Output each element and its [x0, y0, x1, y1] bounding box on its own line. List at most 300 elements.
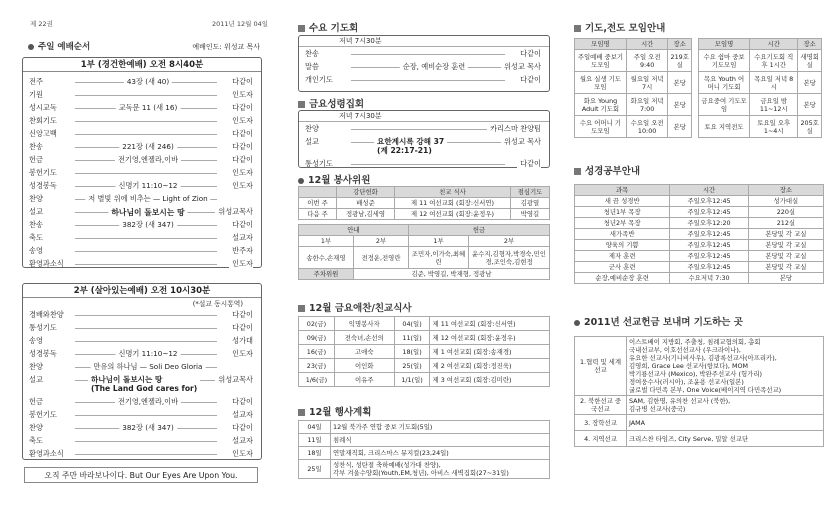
- lunch-row: [299, 359, 550, 373]
- event-row: [299, 447, 550, 460]
- meetings-column: [290, 0, 558, 507]
- lunch-cell: 제 2 여선교회 (회장:정진욱): [430, 359, 550, 373]
- event-date: 04일: [299, 421, 331, 434]
- order-person: 다같이: [229, 77, 253, 87]
- order-row: [23, 75, 261, 88]
- order-row: [23, 101, 261, 114]
- table-header-cell: 시간: [626, 39, 668, 50]
- prayer-cell: 수요 어머니 기도모임: [575, 116, 627, 138]
- table-header-cell: 장소: [668, 39, 692, 50]
- order-item: 기원: [29, 90, 43, 99]
- order-item: 환영과소식: [29, 449, 64, 458]
- mission-category: 4. 지역선교: [575, 431, 627, 447]
- leader-line: [75, 134, 217, 135]
- order-person: 인도자: [229, 168, 253, 178]
- square-bullet-icon: [298, 101, 305, 108]
- leader-line: [351, 129, 505, 130]
- order-detail: 신명기 11:10~12: [116, 349, 181, 359]
- study-row: [575, 196, 824, 207]
- lunch-cell: 전숙녀,손선의: [334, 331, 394, 345]
- prayer-cell: 주일예배 중보기도모임: [575, 50, 627, 72]
- wed-time: 저녁 7시30분: [299, 36, 549, 47]
- order-item: 성경봉독: [29, 349, 57, 358]
- lunch-cell: 11(일): [394, 331, 430, 345]
- study-row: [575, 218, 824, 229]
- mission-line: 국내선교부, 이호선선교사 (우크라이나),: [629, 346, 741, 354]
- order-row: [23, 244, 261, 257]
- leader-line: [75, 441, 217, 442]
- events-table: [298, 420, 550, 479]
- study-cell: 212실: [748, 218, 823, 229]
- order-detail-line: (The Land God cares for): [91, 384, 198, 393]
- mission-line: 정여웅수사(러시아), 조윤용 선교사(일본): [629, 378, 744, 386]
- order-item: 설교: [305, 137, 319, 146]
- first-service-title: 1부 (경건한예배) 오전 8시40분: [23, 58, 261, 72]
- lunch-row: [299, 331, 550, 345]
- order-item: 찬송: [29, 220, 43, 229]
- lunch-cell: 제 3 여선교회 (회장:김미란): [430, 373, 550, 387]
- order-item: 성경봉독: [29, 181, 57, 190]
- lunch-cell: 18(일): [394, 345, 430, 359]
- order-item: 통성기도: [29, 323, 57, 332]
- square-bullet-icon: [574, 168, 581, 175]
- lunch-table: [298, 316, 550, 387]
- order-item: 개인기도: [305, 75, 333, 84]
- second-service-list: [23, 308, 261, 460]
- mission-row: [575, 431, 824, 447]
- mission-list: [627, 396, 824, 415]
- first-service-list: [23, 72, 261, 270]
- lunch-cell: 이유주: [334, 373, 394, 387]
- service-table-2: 안내 헌금 1부 2부 1부 2부 송한수,손재영 전정운,전영란 조민자,이가숙,최혜린 윤수지,김형자,박경숙,민인경,조인숙,김현정 주차위원 김준, 박영길, 박재형, 정광남: [298, 224, 550, 280]
- order-row: [23, 257, 261, 270]
- lunch-row: [299, 373, 550, 387]
- worship-leader: 예배인도: 위성교 목사: [192, 43, 260, 51]
- fri-time: 저녁 7시30분: [299, 111, 549, 122]
- order-person: 다같이: [517, 49, 541, 59]
- square-bullet-icon: [574, 25, 581, 32]
- worship-title: 주일 예배순서: [28, 40, 90, 52]
- lunch-cell: 익명봉사자: [334, 317, 394, 331]
- study-table: [574, 184, 824, 284]
- leader-line: [75, 415, 217, 416]
- bullet-icon: [298, 178, 304, 184]
- lunch-cell: 제 12 여선교회 (회장:윤정우): [430, 331, 550, 345]
- table-header-cell: 모임명: [699, 39, 750, 50]
- mission-row: [575, 337, 824, 396]
- order-row: [23, 308, 261, 321]
- order-detail-line: 하나님이 돌보시는 땅: [91, 375, 163, 384]
- study-row: [575, 262, 824, 273]
- study-cell: 주일오후12:45: [670, 251, 748, 262]
- order-person: 다같이: [229, 142, 253, 152]
- event-row: [299, 421, 550, 434]
- mission-list: [627, 337, 824, 396]
- order-person: 반주자: [229, 246, 253, 256]
- study-cell: 본당및 각 교실: [748, 240, 823, 251]
- order-row: [23, 179, 261, 192]
- order-detail: 221장 (새 246): [119, 142, 177, 152]
- order-row: [23, 218, 261, 231]
- order-item: 헌금: [29, 397, 43, 406]
- study-cell: 순장,예비순장 훈련: [575, 273, 670, 284]
- order-detail: [374, 137, 447, 155]
- info-column: [566, 0, 835, 507]
- order-detail: 순장, 예비순장 훈련: [400, 62, 468, 72]
- leader-line: [75, 315, 217, 316]
- order-row: [23, 347, 261, 360]
- study-cell: 새 끔 성경반: [575, 196, 670, 207]
- mission-line: 굴로벌 다민족 본부, One Voice(베이지역 다민족선교): [629, 386, 782, 394]
- order-detail: 전기영,엔젤라,이바: [115, 155, 181, 165]
- issue-date: 2011년 12월 04일: [211, 20, 268, 28]
- prayer-row: [575, 94, 692, 116]
- lunch-cell: 고애숙: [334, 345, 394, 359]
- mission-line: 유요한 선교사(기니비사우), 김광록선교사(아프리카),: [629, 354, 777, 362]
- leader-line: [75, 454, 217, 455]
- prayer-row: [699, 50, 822, 72]
- fri-title: 금요성령집회: [298, 96, 364, 110]
- study-row: [575, 251, 824, 262]
- lunch-cell: 제 1 여선교회 (회장:송재경): [430, 345, 550, 359]
- study-cell: 본당: [748, 273, 823, 284]
- order-row: [23, 127, 261, 140]
- study-cell: 제자 훈련: [575, 251, 670, 262]
- table-header-cell: 장소: [748, 185, 823, 196]
- prayer-cell: 219호실: [668, 50, 692, 72]
- leader-line: [75, 95, 217, 96]
- order-person: 성가대: [229, 336, 253, 346]
- prayer-cell: 목요 Youth 어머니 기도회: [699, 72, 750, 94]
- order-detail: 만유의 하나님 — Soli Deo Gloria: [91, 362, 206, 372]
- study-cell: 성가대실: [748, 196, 823, 207]
- lunch-cell: 1/1(일): [394, 373, 430, 387]
- order-detail: 43장 (새 40): [124, 77, 172, 87]
- mission-category: 1.협력 및 세계선교: [575, 337, 627, 396]
- table-header-cell: 과목: [575, 185, 670, 196]
- order-row: [23, 140, 261, 153]
- prayer-row: [699, 94, 822, 116]
- prayer-cell: 수요 쉼마 중보기도모임: [699, 50, 750, 72]
- order-item: 설교: [29, 207, 43, 216]
- prayer-cell: 수요일 오전 10:00: [626, 116, 668, 138]
- order-item: 송영: [29, 336, 43, 345]
- leader-line: [75, 121, 217, 122]
- lunch-row: [299, 345, 550, 359]
- order-person: 위성교목사: [215, 375, 253, 385]
- mission-line: 크리스찬 타임즈, City Serve, 밀알 선교단: [629, 434, 749, 443]
- order-person: 인도자: [229, 116, 253, 126]
- order-person: 인도자: [229, 259, 253, 269]
- lunch-cell: 16(금): [299, 345, 335, 359]
- leader-line: [351, 80, 505, 81]
- study-row: [575, 240, 824, 251]
- prayer-row: [699, 72, 822, 94]
- order-row: [299, 122, 549, 135]
- fri-box: [298, 110, 550, 168]
- study-cell: 주일오후12:45: [670, 240, 748, 251]
- order-item: 찬양: [29, 362, 43, 371]
- order-person: 다같이: [229, 103, 253, 113]
- study-cell: 주일오후12:45: [670, 196, 748, 207]
- wed-title: 수요 기도회: [298, 20, 358, 34]
- prayer-cell: 본당: [668, 72, 692, 94]
- study-cell: 본당및 각 교실: [748, 229, 823, 240]
- prayer-cell: 본당: [668, 116, 692, 138]
- mission-line: 이스트베이 지방회, 주출청, 침례교협의회, 총회: [629, 338, 761, 346]
- table-header-cell: 모임명: [575, 39, 627, 50]
- order-item: 신앙고백: [29, 129, 57, 138]
- order-row: [23, 447, 261, 460]
- event-desc: [331, 447, 550, 460]
- mission-line: JAMA: [629, 418, 646, 427]
- study-row: [575, 207, 824, 218]
- lunch-cell: 04(일): [394, 317, 430, 331]
- event-line: 성찬식, 성탄절 축하예배(성가대 찬양),: [333, 461, 441, 469]
- order-row: [23, 153, 261, 166]
- order-row: [299, 157, 549, 170]
- order-item: 찬송: [29, 142, 43, 151]
- study-cell: 본당및 각 교실: [748, 251, 823, 262]
- event-line: 연말재직회, 크리스마스 뮤지컬(23,24일): [333, 449, 449, 457]
- order-detail: 382장 (새 347): [119, 423, 177, 433]
- order-detail-line: 요한계시록 강해 37: [377, 137, 445, 146]
- order-person: 다같이: [229, 423, 253, 433]
- square-bullet-icon: [298, 25, 305, 32]
- order-item: 봉헌기도: [29, 410, 57, 419]
- order-item: 헌금: [29, 155, 43, 164]
- study-title: 성경공부안내: [574, 163, 640, 177]
- study-cell: 주일오후12:20: [670, 218, 748, 229]
- prayer-cell: 금요중여 기도모임: [699, 94, 750, 116]
- study-cell: 양육의 기쁨: [575, 240, 670, 251]
- order-row: [23, 321, 261, 334]
- order-item: 설교: [29, 375, 43, 384]
- order-person: 다같이: [229, 397, 253, 407]
- order-person: 설교자: [229, 233, 253, 243]
- mission-line: SAM, 김한명, 유의찬 선교사 (북한),: [629, 397, 731, 405]
- leader-line: [75, 238, 217, 239]
- order-person: 다같이: [229, 323, 253, 333]
- order-row: [23, 360, 261, 373]
- order-item: 봉헌기도: [29, 168, 57, 177]
- prayer-row: [575, 116, 692, 138]
- order-person: 다같이: [229, 129, 253, 139]
- service-title: 12월 봉사위원: [298, 172, 370, 186]
- event-row: [299, 460, 550, 479]
- event-line: 각부 겨울수양회(Youth,EM,청년), 아비스 새벽집회(27~31일): [333, 469, 509, 477]
- leader-line: [75, 173, 217, 174]
- mission-category: 2. 북한선교 중국선교: [575, 396, 627, 415]
- order-person: 위성교 목사: [501, 137, 541, 147]
- prayer-cell: 205호실: [798, 116, 822, 138]
- interpretation-note: (*설교 동시통역): [192, 300, 243, 308]
- table-header-row: [699, 39, 822, 50]
- order-detail-line: (계 22:17-21): [377, 146, 432, 155]
- worship-column: [0, 0, 282, 507]
- order-person: 카리스마 찬양팀: [487, 124, 541, 134]
- order-person: 다같이: [229, 155, 253, 165]
- service-table: 강단헌화 친교 식사 점심기도 이번 주 배성준 제 11 여선교회 (회장:신서연) 김광열 다음 주 정광남,김세영 제 12 여선교회 (회장:윤정우) 박영길: [298, 186, 550, 220]
- order-person: 인도자: [229, 449, 253, 459]
- order-row: [23, 434, 261, 447]
- order-item: 찬양: [29, 423, 43, 432]
- order-row: [23, 192, 261, 205]
- mission-list: [627, 415, 824, 431]
- order-detail: [88, 375, 200, 393]
- lunch-row: [299, 317, 550, 331]
- mission-table: [574, 336, 824, 447]
- table-header-row: [575, 39, 692, 50]
- order-person: 다같이: [517, 75, 541, 85]
- order-person: 다같이: [229, 310, 253, 320]
- prayer-cell: 금요일 밤 11~12시: [750, 94, 798, 116]
- order-row: [23, 421, 261, 434]
- mission-category: 3. 장학선교: [575, 415, 627, 431]
- event-date: 11일: [299, 434, 331, 447]
- order-row: [23, 408, 261, 421]
- study-cell: 주일오후12:45: [670, 262, 748, 273]
- order-detail: 교독문 11 (새 16): [116, 103, 181, 113]
- prayer-cell: 새명회실: [798, 50, 822, 72]
- order-person: 설교자: [229, 436, 253, 446]
- event-desc: [331, 434, 550, 447]
- order-row: [23, 231, 261, 244]
- prayer-row: [699, 116, 822, 138]
- event-line: 침례식: [333, 436, 352, 444]
- order-row: [23, 114, 261, 127]
- order-row: [299, 135, 549, 157]
- study-row: [575, 273, 824, 284]
- order-person: 인도자: [229, 90, 253, 100]
- prayer-cell: 화요일 저녁7:00: [626, 94, 668, 116]
- order-item: 축도: [29, 436, 43, 445]
- mission-title: 2011년 선교헌금 보내며 기도하는 곳: [574, 314, 743, 328]
- first-service-box: [22, 57, 262, 268]
- prayer-cell: 월요 실생 기도모임: [575, 72, 627, 94]
- mission-row: [575, 396, 824, 415]
- order-row: [299, 60, 549, 73]
- order-person: 인도자: [229, 181, 253, 191]
- order-row: [23, 205, 261, 218]
- table-header-cell: 시간: [750, 39, 798, 50]
- footer-motto: 오직 주만 바라보나이다. But Our Eyes Are Upon You.: [24, 467, 258, 483]
- prayer-table-right: [698, 38, 822, 138]
- order-person: 다같이: [517, 159, 541, 169]
- mission-list: [627, 431, 824, 447]
- mission-line: 김규병 선교사(중국): [629, 405, 686, 413]
- order-detail: 하나님이 돌보시는 땅: [108, 207, 187, 218]
- table-header-cell: 장소: [798, 39, 822, 50]
- fri-list: [299, 122, 549, 170]
- order-item: 환영과소식: [29, 259, 64, 268]
- prayer-table-left: [574, 38, 692, 138]
- event-date: 18일: [299, 447, 331, 460]
- prayer-cell: 화요 Young Adult 기도회: [575, 94, 627, 116]
- wed-box: [298, 35, 550, 92]
- prayer-cell: 목요일 저녁 8시: [750, 72, 798, 94]
- lunch-title: 12월 금요애찬/친교식사: [298, 300, 412, 314]
- order-item: 통성기도: [305, 159, 333, 168]
- study-cell: 청년1부 목장: [575, 207, 670, 218]
- order-person: 다같이: [229, 220, 253, 230]
- prayer-cell: 월요일 저녁 7시: [626, 72, 668, 94]
- lunch-cell: 23(금): [299, 359, 335, 373]
- prayer-cell: 본당: [798, 94, 822, 116]
- prayer-row: [575, 72, 692, 94]
- study-cell: 주일오후12:45: [670, 229, 748, 240]
- order-detail: 전기영,엔젤라,이바: [115, 397, 181, 407]
- second-service-box: [22, 283, 262, 460]
- order-person: 위성교 목사: [501, 62, 541, 72]
- study-cell: 청년2부 목장: [575, 218, 670, 229]
- lunch-cell: 1/6(금): [299, 373, 335, 387]
- leader-line: [351, 54, 505, 55]
- lunch-cell: 02(금): [299, 317, 335, 331]
- order-item: 찬양: [29, 194, 43, 203]
- bullet-icon: [574, 320, 580, 326]
- mission-line: 김영희, Grace Lee 선교사(항보다), MOM: [629, 362, 749, 370]
- order-detail: 저 별빛 위에 비추는 — Light of Zion: [85, 194, 210, 204]
- event-row: [299, 434, 550, 447]
- study-cell: 220실: [748, 207, 823, 218]
- wed-list: [299, 47, 549, 86]
- study-cell: 주일오후12:45: [670, 207, 748, 218]
- order-row: [23, 166, 261, 179]
- study-cell: 본당및 각 교실: [748, 262, 823, 273]
- prayer-cell: 토요 지역전도: [699, 116, 750, 138]
- lunch-cell: 이인화: [334, 359, 394, 373]
- order-item: 말씀: [305, 62, 319, 71]
- order-item: 송영: [29, 246, 43, 255]
- leader-line: [75, 328, 217, 329]
- study-cell: 새가족반: [575, 229, 670, 240]
- order-item: 전주: [29, 77, 43, 86]
- lunch-cell: 09(금): [299, 331, 335, 345]
- prayer-row: [575, 50, 692, 72]
- events-title: 12월 행사계획: [298, 404, 371, 418]
- mission-line: 박기룡선교사 (Mexico), 박완주선교사 (헝가리): [629, 370, 763, 378]
- prayer-cell: 주일 오전 9:40: [626, 50, 668, 72]
- bullet-icon: [28, 44, 34, 50]
- study-cell: 군사 훈련: [575, 262, 670, 273]
- order-item: 찬회기도: [29, 116, 57, 125]
- lunch-cell: 제 11 여선교회 (회장:신서연): [430, 317, 550, 331]
- issue-number: 제 22권: [30, 20, 53, 28]
- order-person: 위성교목사: [215, 207, 253, 217]
- lunch-cell: 25(일): [394, 359, 430, 373]
- square-bullet-icon: [298, 305, 305, 312]
- square-bullet-icon: [298, 409, 305, 416]
- study-cell: 수요저녁 7:30: [670, 273, 748, 284]
- study-row: [575, 229, 824, 240]
- event-desc: [331, 421, 550, 434]
- table-header-cell: 시간: [670, 185, 748, 196]
- order-person: 인도자: [229, 349, 253, 359]
- event-desc: [331, 460, 550, 479]
- order-person: 설교자: [229, 410, 253, 420]
- prayer-cell: 본당: [798, 72, 822, 94]
- event-date: 25일: [299, 460, 331, 479]
- order-row: [299, 73, 549, 86]
- prayer-cell: 토요일 오후 1~4시: [750, 116, 798, 138]
- leader-line: [75, 341, 217, 342]
- order-item: 성시교독: [29, 103, 57, 112]
- order-item: 경배와찬양: [29, 310, 64, 319]
- order-detail: 382장 (새 347): [119, 220, 177, 230]
- leader-line: [75, 264, 217, 265]
- order-row: [23, 395, 261, 408]
